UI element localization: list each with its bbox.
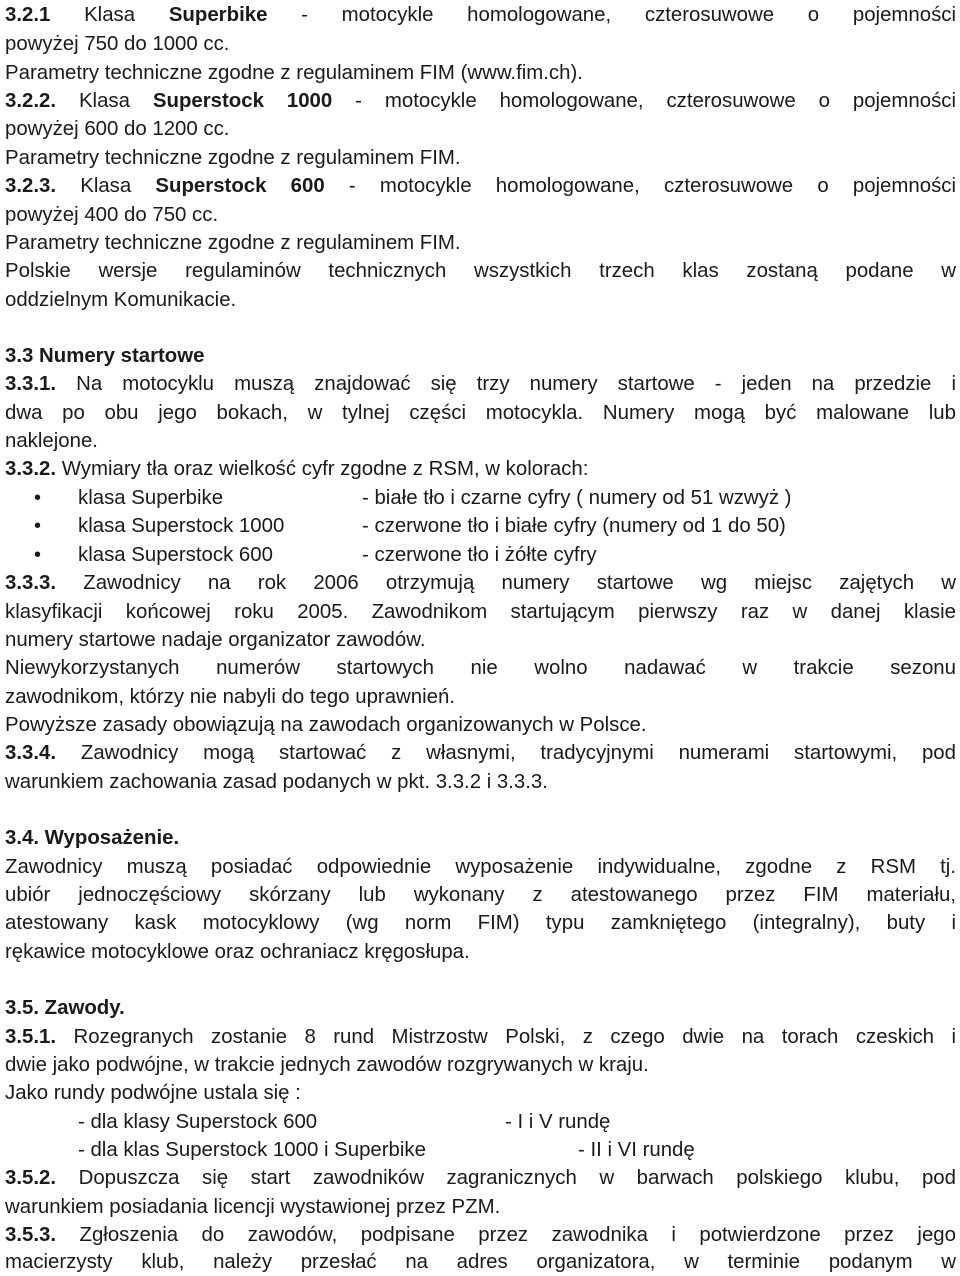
- bullet-icon: •: [34, 515, 42, 537]
- section-3-3-1-line-3: naklejone.: [5, 430, 98, 452]
- section-3-4-line-1: Zawodnicy muszą posiadać odpowiednie wyposażenie indywidualne, zgodne z RSM tj.: [5, 856, 956, 878]
- bullet-icon: •: [34, 544, 42, 566]
- list-item: [5, 543, 956, 569]
- section-3-3-4-line-1: 3.3.4. Zawodnicy mogą startować z własnymi, tradycyjnymi numerami startowymi, pod: [5, 742, 956, 764]
- section-3-3-3-line-4: Niewykorzystanych numerów startowych nie wolno nadawać w trakcie sezonu: [5, 657, 956, 679]
- heading-3-5: 3.5. Zawody.: [5, 997, 125, 1019]
- section-3-5-3-line-1: 3.5.3. Zgłoszenia do zawodów, podpisane przez zawodnika i potwierdzone przez jego: [5, 1224, 956, 1246]
- polskie-wersje-line-1: Polskie wersje regulaminów technicznych wszystkich trzech klas zostaną podane w: [5, 260, 956, 282]
- section-3-2-1-line-2: powyżej 750 do 1000 cc.: [5, 33, 230, 55]
- bullet-icon: •: [34, 487, 42, 509]
- section-3-5-3-line-2: macierzysty klub, należy przesłać na adres organizatora, w terminie podanym w: [5, 1251, 956, 1273]
- section-3-2-2-line-2: powyżej 600 do 1200 cc.: [5, 118, 230, 140]
- section-3-3-3-line-5: zawodnikom, którzy nie nabyli do tego uprawnień.: [5, 686, 455, 708]
- round-class: - dla klasy Superstock 600: [78, 1111, 318, 1133]
- section-3-2-3-line-1: 3.2.3. Klasa Superstock 600 - motocykle homologowane, czterosuwowe o pojemności: [5, 175, 956, 197]
- section-3-2-2-line-1: 3.2.2. Klasa Superstock 1000 - motocykle homologowane, czterosuwowe o pojemności: [5, 90, 956, 112]
- class-colors: - białe tło i czarne cyfry ( numery od 51 wzwyż ): [362, 487, 792, 509]
- class-colors: - czerwone tło i białe cyfry (numery od 1 do 50): [362, 515, 786, 537]
- class-label: klasa Superstock 1000: [78, 515, 285, 537]
- list-item: [5, 1138, 956, 1164]
- section-3-4-line-3: atestowany kask motocyklowy (wg norm FIM) typu zamkniętego (integralny), buty i: [5, 912, 956, 934]
- class-label: klasa Superbike: [78, 487, 224, 509]
- section-3-3-3-line-6: Powyższe zasady obowiązują na zawodach organizowanych w Polsce.: [5, 714, 647, 736]
- section-3-3-1-line-1: 3.3.1. Na motocyklu muszą znajdować się trzy numery startowe - jeden na przedzie i: [5, 373, 956, 395]
- section-3-4-line-4: rękawice motocyklowe oraz ochraniacz kręgosłupa.: [5, 941, 470, 963]
- class-label: klasa Superstock 600: [78, 544, 273, 566]
- section-3-5-2-line-2: warunkiem posiadania licencji wystawionej przez PZM.: [5, 1196, 501, 1218]
- section-3-2-2-line-3: Parametry techniczne zgodne z regulaminem FIM.: [5, 147, 461, 169]
- section-3-3-3-line-1: 3.3.3. Zawodnicy na rok 2006 otrzymują numery startowe wg miejsc zajętych w: [5, 572, 956, 594]
- section-3-2-3-line-3: Parametry techniczne zgodne z regulaminem FIM.: [5, 232, 461, 254]
- section-3-5-1-line-2: dwie jako podwójne, w trakcie jednych zawodów rozgrywanych w kraju.: [5, 1054, 649, 1076]
- section-3-4-line-2: ubiór jednoczęściowy skórzany lub wykonany z atestowanego przez FIM materiału,: [5, 884, 956, 906]
- section-3-2-1-line-3: Parametry techniczne zgodne z regulaminem FIM (www.fim.ch).: [5, 62, 583, 84]
- section-3-5-1-line-1: 3.5.1. Rozegranych zostanie 8 rund Mistrzostw Polski, z czego dwie na torach czeskich i: [5, 1026, 956, 1048]
- section-3-3-1-line-2: dwa po obu jego bokach, w tylnej części motocykla. Numery mogą być malowane lub: [5, 402, 956, 424]
- list-item: [5, 486, 956, 512]
- round-class: - dla klas Superstock 1000 i Superbike: [78, 1139, 426, 1161]
- round-numbers: - II i VI rundę: [578, 1139, 695, 1161]
- polskie-wersje-line-2: oddzielnym Komunikacie.: [5, 289, 237, 311]
- list-item: [5, 1110, 956, 1136]
- class-colors: - czerwone tło i żółte cyfry: [362, 544, 597, 566]
- section-3-3-3-line-3: numery startowe nadaje organizator zawodów.: [5, 629, 426, 651]
- section-3-2-3-line-2: powyżej 400 do 750 cc.: [5, 204, 219, 226]
- heading-3-3: 3.3 Numery startowe: [5, 345, 205, 367]
- heading-3-4: 3.4. Wyposażenie.: [5, 827, 180, 849]
- round-numbers: - I i V rundę: [505, 1111, 611, 1133]
- section-3-3-2-line-1: 3.3.2. Wymiary tła oraz wielkość cyfr zgodne z RSM, w kolorach:: [5, 458, 589, 480]
- section-3-5-1-line-3: Jako rundy podwójne ustala się :: [5, 1082, 301, 1104]
- section-3-5-2-line-1: 3.5.2. Dopuszcza się start zawodników zagranicznych w barwach polskiego klubu, pod: [5, 1167, 956, 1189]
- section-3-3-4-line-2: warunkiem zachowania zasad podanych w pkt. 3.3.2 i 3.3.3.: [5, 771, 548, 793]
- list-item: [5, 514, 956, 540]
- section-3-2-1-line-1: 3.2.1 Klasa Superbike - motocykle homologowane, czterosuwowe o pojemności: [5, 4, 956, 26]
- section-3-3-3-line-2: klasyfikacji końcowej roku 2005. Zawodnikom startującym pierwszy raz w danej klasie: [5, 601, 956, 623]
